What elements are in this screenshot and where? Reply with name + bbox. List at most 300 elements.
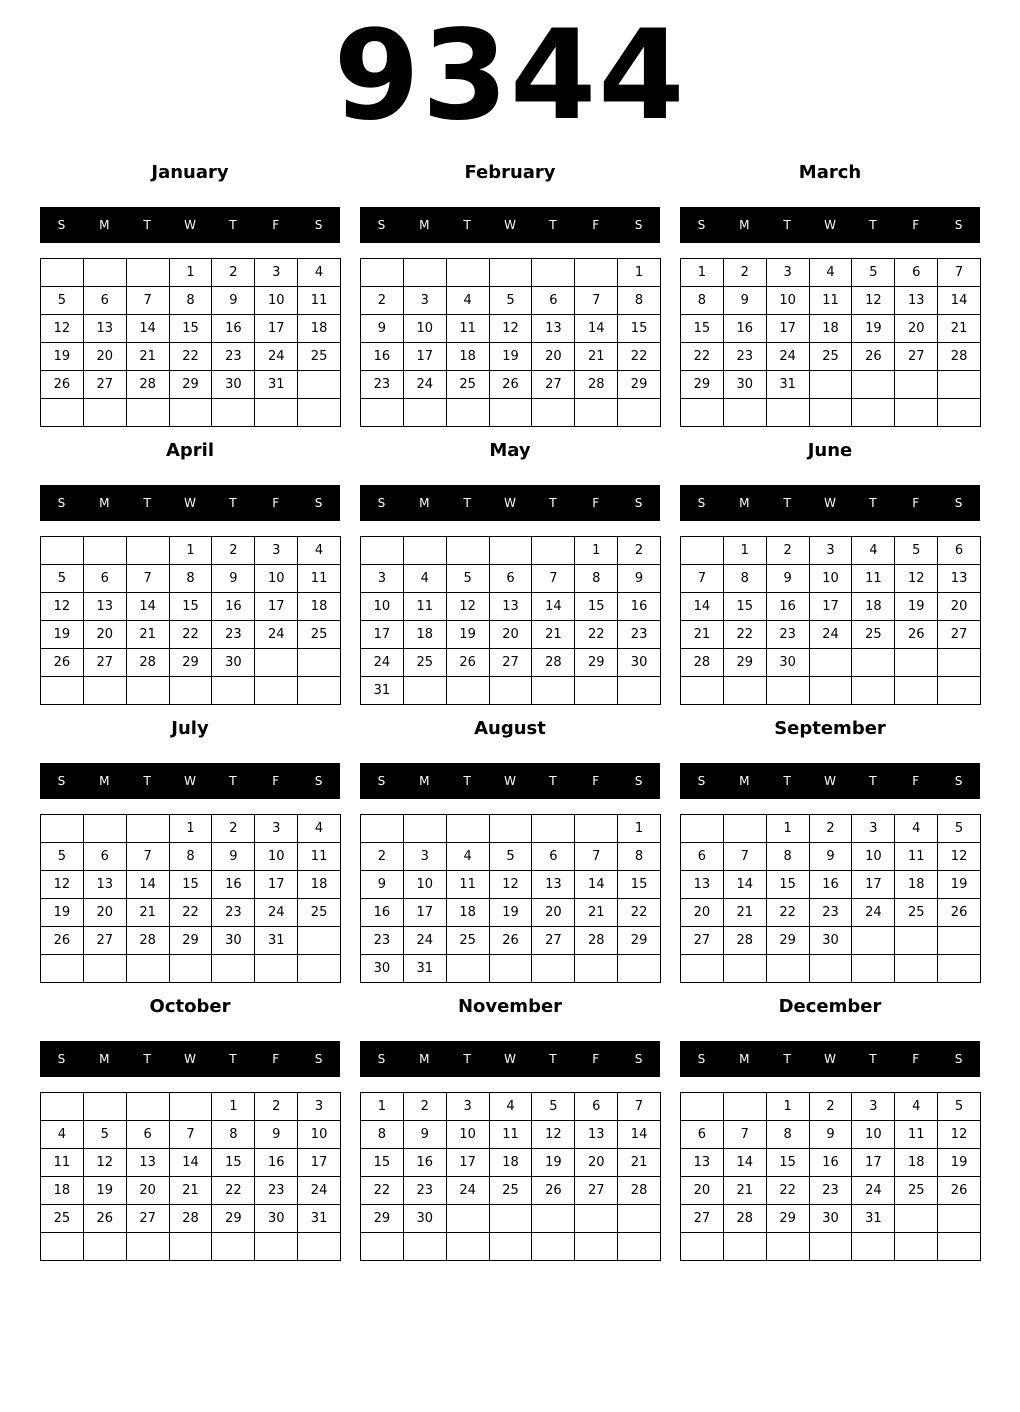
empty-cell bbox=[618, 955, 661, 983]
day-cell: 13 bbox=[575, 1121, 618, 1149]
day-cell: 15 bbox=[170, 871, 213, 899]
day-cell: 24 bbox=[852, 1177, 895, 1205]
empty-cell bbox=[298, 927, 341, 955]
day-cell: 26 bbox=[532, 1177, 575, 1205]
weekday-label: M bbox=[739, 218, 750, 232]
day-cell: 29 bbox=[212, 1205, 255, 1233]
day-cell: 5 bbox=[41, 287, 84, 315]
day-cell: 24 bbox=[298, 1177, 341, 1205]
day-cell: 22 bbox=[767, 1177, 810, 1205]
day-cell: 26 bbox=[41, 649, 84, 677]
empty-cell bbox=[681, 1233, 724, 1261]
day-cell: 21 bbox=[532, 621, 575, 649]
weekday-label: W bbox=[504, 774, 516, 788]
day-cell: 6 bbox=[532, 287, 575, 315]
day-cell: 12 bbox=[895, 565, 938, 593]
day-grid bbox=[360, 258, 661, 427]
weekday-label: T bbox=[549, 496, 557, 510]
day-cell: 12 bbox=[84, 1149, 127, 1177]
day-cell: 17 bbox=[767, 315, 810, 343]
day-cell: 29 bbox=[170, 371, 213, 399]
empty-cell bbox=[532, 955, 575, 983]
day-cell: 15 bbox=[618, 871, 661, 899]
weekday-label: S bbox=[57, 774, 66, 788]
day-cell: 24 bbox=[255, 899, 298, 927]
day-cell: 15 bbox=[724, 593, 767, 621]
weekday-label: T bbox=[463, 1052, 471, 1066]
weekday-label: T bbox=[869, 774, 877, 788]
day-cell: 31 bbox=[298, 1205, 341, 1233]
day-cell: 28 bbox=[938, 343, 981, 371]
empty-cell bbox=[938, 649, 981, 677]
empty-cell bbox=[170, 1233, 213, 1261]
day-cell: 9 bbox=[767, 565, 810, 593]
empty-cell bbox=[447, 537, 490, 565]
day-cell: 10 bbox=[255, 287, 298, 315]
empty-cell bbox=[84, 399, 127, 427]
empty-cell bbox=[361, 399, 404, 427]
day-cell: 15 bbox=[618, 315, 661, 343]
day-cell: 30 bbox=[618, 649, 661, 677]
day-cell: 7 bbox=[127, 843, 170, 871]
day-cell: 7 bbox=[681, 565, 724, 593]
empty-cell bbox=[532, 399, 575, 427]
day-cell: 20 bbox=[575, 1149, 618, 1177]
day-cell: 5 bbox=[84, 1121, 127, 1149]
day-cell: 24 bbox=[255, 343, 298, 371]
day-cell: 27 bbox=[532, 927, 575, 955]
day-cell: 21 bbox=[618, 1149, 661, 1177]
day-cell: 10 bbox=[255, 843, 298, 871]
weekday-label: F bbox=[272, 774, 280, 788]
empty-cell bbox=[127, 677, 170, 705]
day-cell: 3 bbox=[404, 843, 447, 871]
day-cell: 6 bbox=[84, 843, 127, 871]
empty-cell bbox=[361, 1233, 404, 1261]
day-cell: 23 bbox=[810, 899, 853, 927]
day-cell: 25 bbox=[895, 899, 938, 927]
day-cell: 29 bbox=[724, 649, 767, 677]
weekday-label: S bbox=[697, 774, 706, 788]
day-grid bbox=[680, 258, 981, 427]
empty-cell bbox=[404, 399, 447, 427]
day-cell: 23 bbox=[361, 371, 404, 399]
day-cell: 6 bbox=[532, 843, 575, 871]
day-cell: 19 bbox=[938, 1149, 981, 1177]
empty-cell bbox=[532, 259, 575, 287]
day-cell: 8 bbox=[361, 1121, 404, 1149]
day-cell: 8 bbox=[618, 843, 661, 871]
day-cell: 12 bbox=[938, 1121, 981, 1149]
day-cell: 15 bbox=[212, 1149, 255, 1177]
day-cell: 27 bbox=[681, 927, 724, 955]
day-cell: 24 bbox=[852, 899, 895, 927]
month-name: April bbox=[165, 440, 215, 461]
empty-cell bbox=[490, 1233, 533, 1261]
weekday-header bbox=[680, 485, 980, 521]
day-cell: 4 bbox=[404, 565, 447, 593]
weekday-label: M bbox=[739, 774, 750, 788]
day-cell: 14 bbox=[681, 593, 724, 621]
day-cell: 23 bbox=[212, 899, 255, 927]
weekday-label: W bbox=[184, 496, 196, 510]
day-cell: 24 bbox=[404, 371, 447, 399]
empty-cell bbox=[810, 1233, 853, 1261]
empty-cell bbox=[852, 371, 895, 399]
weekday-label: M bbox=[99, 496, 110, 510]
day-cell: 1 bbox=[575, 537, 618, 565]
day-cell: 26 bbox=[852, 343, 895, 371]
day-cell: 21 bbox=[575, 343, 618, 371]
empty-cell bbox=[447, 815, 490, 843]
day-cell: 16 bbox=[255, 1149, 298, 1177]
day-cell: 9 bbox=[212, 565, 255, 593]
empty-cell bbox=[575, 955, 618, 983]
day-cell: 3 bbox=[361, 565, 404, 593]
day-cell: 28 bbox=[681, 649, 724, 677]
day-cell: 9 bbox=[618, 565, 661, 593]
day-cell: 13 bbox=[681, 871, 724, 899]
day-cell: 3 bbox=[447, 1093, 490, 1121]
day-cell: 18 bbox=[447, 343, 490, 371]
day-cell: 26 bbox=[41, 371, 84, 399]
day-cell: 2 bbox=[361, 843, 404, 871]
month-name: January bbox=[151, 162, 229, 183]
day-cell: 16 bbox=[212, 593, 255, 621]
day-cell: 6 bbox=[895, 259, 938, 287]
weekday-label: W bbox=[824, 774, 836, 788]
day-cell: 7 bbox=[170, 1121, 213, 1149]
day-cell: 28 bbox=[724, 1205, 767, 1233]
day-cell: 19 bbox=[41, 343, 84, 371]
day-cell: 26 bbox=[84, 1205, 127, 1233]
empty-cell bbox=[41, 537, 84, 565]
day-cell: 9 bbox=[361, 315, 404, 343]
day-cell: 4 bbox=[298, 815, 341, 843]
day-cell: 29 bbox=[618, 927, 661, 955]
weekday-label: W bbox=[824, 218, 836, 232]
day-cell: 14 bbox=[575, 871, 618, 899]
day-cell: 1 bbox=[170, 815, 213, 843]
day-grid bbox=[680, 1092, 981, 1261]
day-grid bbox=[680, 536, 981, 705]
day-cell: 17 bbox=[255, 315, 298, 343]
weekday-label: T bbox=[463, 496, 471, 510]
day-cell: 27 bbox=[127, 1205, 170, 1233]
day-cell: 19 bbox=[84, 1177, 127, 1205]
weekday-label: T bbox=[143, 496, 151, 510]
day-cell: 29 bbox=[618, 371, 661, 399]
empty-cell bbox=[895, 677, 938, 705]
empty-cell bbox=[404, 537, 447, 565]
day-cell: 17 bbox=[361, 621, 404, 649]
day-cell: 23 bbox=[255, 1177, 298, 1205]
day-cell: 21 bbox=[127, 621, 170, 649]
day-cell: 3 bbox=[852, 815, 895, 843]
day-cell: 30 bbox=[361, 955, 404, 983]
day-cell: 22 bbox=[618, 899, 661, 927]
weekday-label: M bbox=[419, 1052, 430, 1066]
day-cell: 12 bbox=[938, 843, 981, 871]
day-cell: 12 bbox=[41, 871, 84, 899]
day-cell: 28 bbox=[127, 927, 170, 955]
day-cell: 7 bbox=[724, 1121, 767, 1149]
day-cell: 20 bbox=[127, 1177, 170, 1205]
day-cell: 16 bbox=[724, 315, 767, 343]
empty-cell bbox=[575, 815, 618, 843]
day-cell: 18 bbox=[490, 1149, 533, 1177]
day-cell: 11 bbox=[298, 287, 341, 315]
day-cell: 5 bbox=[41, 843, 84, 871]
empty-cell bbox=[84, 259, 127, 287]
weekday-label: F bbox=[272, 218, 280, 232]
day-cell: 20 bbox=[938, 593, 981, 621]
weekday-label: S bbox=[57, 496, 66, 510]
day-cell: 15 bbox=[170, 593, 213, 621]
day-cell: 9 bbox=[255, 1121, 298, 1149]
weekday-label: S bbox=[314, 1052, 323, 1066]
day-cell: 13 bbox=[681, 1149, 724, 1177]
day-cell: 8 bbox=[618, 287, 661, 315]
empty-cell bbox=[404, 677, 447, 705]
empty-cell bbox=[170, 955, 213, 983]
day-cell: 30 bbox=[404, 1205, 447, 1233]
day-cell: 24 bbox=[810, 621, 853, 649]
day-cell: 8 bbox=[724, 565, 767, 593]
day-cell: 4 bbox=[895, 1093, 938, 1121]
empty-cell bbox=[447, 399, 490, 427]
day-cell: 21 bbox=[575, 899, 618, 927]
day-cell: 19 bbox=[447, 621, 490, 649]
day-cell: 16 bbox=[212, 315, 255, 343]
weekday-label: T bbox=[549, 218, 557, 232]
day-cell: 8 bbox=[170, 565, 213, 593]
empty-cell bbox=[41, 815, 84, 843]
empty-cell bbox=[724, 1093, 767, 1121]
day-cell: 24 bbox=[767, 343, 810, 371]
day-cell: 4 bbox=[298, 259, 341, 287]
day-grid bbox=[40, 536, 341, 705]
day-cell: 26 bbox=[938, 1177, 981, 1205]
day-cell: 28 bbox=[575, 927, 618, 955]
day-cell: 2 bbox=[255, 1093, 298, 1121]
day-cell: 23 bbox=[724, 343, 767, 371]
empty-cell bbox=[41, 1233, 84, 1261]
weekday-header bbox=[680, 763, 980, 799]
day-cell: 26 bbox=[41, 927, 84, 955]
empty-cell bbox=[212, 955, 255, 983]
day-cell: 8 bbox=[170, 843, 213, 871]
day-cell: 17 bbox=[255, 871, 298, 899]
day-cell: 8 bbox=[212, 1121, 255, 1149]
weekday-header bbox=[680, 1041, 980, 1077]
empty-cell bbox=[681, 677, 724, 705]
day-cell: 18 bbox=[298, 315, 341, 343]
empty-cell bbox=[532, 537, 575, 565]
day-cell: 9 bbox=[212, 843, 255, 871]
empty-cell bbox=[212, 1233, 255, 1261]
empty-cell bbox=[170, 677, 213, 705]
empty-cell bbox=[447, 677, 490, 705]
empty-cell bbox=[938, 677, 981, 705]
day-cell: 5 bbox=[490, 287, 533, 315]
empty-cell bbox=[767, 677, 810, 705]
weekday-label: F bbox=[592, 774, 600, 788]
weekday-label: S bbox=[697, 218, 706, 232]
empty-cell bbox=[447, 259, 490, 287]
day-cell: 14 bbox=[127, 315, 170, 343]
empty-cell bbox=[895, 927, 938, 955]
day-cell: 2 bbox=[810, 815, 853, 843]
weekday-label: T bbox=[143, 218, 151, 232]
empty-cell bbox=[490, 955, 533, 983]
empty-cell bbox=[361, 537, 404, 565]
empty-cell bbox=[938, 927, 981, 955]
day-cell: 22 bbox=[724, 621, 767, 649]
day-cell: 31 bbox=[852, 1205, 895, 1233]
day-cell: 23 bbox=[618, 621, 661, 649]
day-cell: 30 bbox=[212, 649, 255, 677]
day-cell: 1 bbox=[618, 259, 661, 287]
weekday-label: S bbox=[57, 218, 66, 232]
day-cell: 4 bbox=[447, 287, 490, 315]
day-cell: 13 bbox=[490, 593, 533, 621]
day-cell: 1 bbox=[170, 537, 213, 565]
empty-cell bbox=[41, 1093, 84, 1121]
day-cell: 11 bbox=[447, 871, 490, 899]
day-cell: 17 bbox=[810, 593, 853, 621]
day-cell: 25 bbox=[895, 1177, 938, 1205]
day-cell: 25 bbox=[447, 927, 490, 955]
day-cell: 14 bbox=[618, 1121, 661, 1149]
day-grid bbox=[360, 814, 661, 983]
day-cell: 29 bbox=[361, 1205, 404, 1233]
empty-cell bbox=[298, 649, 341, 677]
empty-cell bbox=[41, 259, 84, 287]
weekday-header bbox=[360, 1041, 660, 1077]
empty-cell bbox=[361, 815, 404, 843]
weekday-label: S bbox=[377, 218, 386, 232]
weekday-label: F bbox=[592, 1052, 600, 1066]
day-cell: 2 bbox=[212, 815, 255, 843]
day-cell: 21 bbox=[127, 343, 170, 371]
empty-cell bbox=[255, 955, 298, 983]
day-cell: 14 bbox=[938, 287, 981, 315]
day-cell: 2 bbox=[618, 537, 661, 565]
day-cell: 22 bbox=[681, 343, 724, 371]
day-cell: 27 bbox=[84, 649, 127, 677]
month-name: February bbox=[464, 162, 556, 183]
weekday-label: T bbox=[463, 218, 471, 232]
weekday-label: S bbox=[954, 774, 963, 788]
weekday-label: T bbox=[783, 496, 791, 510]
day-cell: 20 bbox=[681, 899, 724, 927]
empty-cell bbox=[532, 1233, 575, 1261]
month-name: September bbox=[774, 718, 886, 739]
weekday-label: S bbox=[634, 218, 643, 232]
empty-cell bbox=[895, 649, 938, 677]
empty-cell bbox=[298, 677, 341, 705]
empty-cell bbox=[618, 399, 661, 427]
day-cell: 12 bbox=[490, 315, 533, 343]
day-cell: 23 bbox=[810, 1177, 853, 1205]
empty-cell bbox=[895, 955, 938, 983]
empty-cell bbox=[212, 399, 255, 427]
day-cell: 2 bbox=[810, 1093, 853, 1121]
empty-cell bbox=[681, 537, 724, 565]
empty-cell bbox=[84, 815, 127, 843]
empty-cell bbox=[767, 399, 810, 427]
day-cell: 7 bbox=[575, 287, 618, 315]
day-cell: 15 bbox=[170, 315, 213, 343]
day-cell: 13 bbox=[84, 593, 127, 621]
empty-cell bbox=[127, 1233, 170, 1261]
day-cell: 24 bbox=[255, 621, 298, 649]
empty-cell bbox=[895, 371, 938, 399]
day-cell: 5 bbox=[895, 537, 938, 565]
day-cell: 8 bbox=[170, 287, 213, 315]
day-cell: 10 bbox=[447, 1121, 490, 1149]
day-cell: 28 bbox=[724, 927, 767, 955]
day-cell: 12 bbox=[447, 593, 490, 621]
empty-cell bbox=[532, 815, 575, 843]
weekday-label: S bbox=[314, 496, 323, 510]
day-cell: 3 bbox=[404, 287, 447, 315]
empty-cell bbox=[41, 399, 84, 427]
weekday-label: F bbox=[912, 1052, 920, 1066]
day-cell: 18 bbox=[852, 593, 895, 621]
day-cell: 22 bbox=[618, 343, 661, 371]
day-cell: 25 bbox=[852, 621, 895, 649]
day-cell: 11 bbox=[895, 1121, 938, 1149]
empty-cell bbox=[212, 677, 255, 705]
weekday-label: F bbox=[912, 496, 920, 510]
day-cell: 13 bbox=[895, 287, 938, 315]
empty-cell bbox=[490, 399, 533, 427]
day-cell: 5 bbox=[490, 843, 533, 871]
empty-cell bbox=[84, 537, 127, 565]
weekday-label: W bbox=[824, 1052, 836, 1066]
weekday-label: S bbox=[634, 496, 643, 510]
day-cell: 1 bbox=[618, 815, 661, 843]
weekday-label: T bbox=[229, 496, 237, 510]
day-cell: 23 bbox=[361, 927, 404, 955]
day-cell: 25 bbox=[298, 621, 341, 649]
weekday-label: S bbox=[697, 1052, 706, 1066]
weekday-label: S bbox=[634, 774, 643, 788]
empty-cell bbox=[852, 955, 895, 983]
day-cell: 20 bbox=[84, 621, 127, 649]
day-cell: 7 bbox=[532, 565, 575, 593]
day-cell: 26 bbox=[447, 649, 490, 677]
day-cell: 11 bbox=[41, 1149, 84, 1177]
day-grid bbox=[360, 536, 661, 705]
day-cell: 30 bbox=[767, 649, 810, 677]
month-name: July bbox=[171, 718, 209, 739]
day-cell: 25 bbox=[298, 343, 341, 371]
day-cell: 18 bbox=[810, 315, 853, 343]
day-grid bbox=[360, 1092, 661, 1261]
day-cell: 11 bbox=[298, 565, 341, 593]
day-cell: 22 bbox=[170, 343, 213, 371]
day-cell: 6 bbox=[490, 565, 533, 593]
weekday-label: S bbox=[377, 496, 386, 510]
empty-cell bbox=[490, 677, 533, 705]
day-cell: 9 bbox=[212, 287, 255, 315]
day-cell: 22 bbox=[361, 1177, 404, 1205]
day-cell: 10 bbox=[255, 565, 298, 593]
empty-cell bbox=[618, 1205, 661, 1233]
